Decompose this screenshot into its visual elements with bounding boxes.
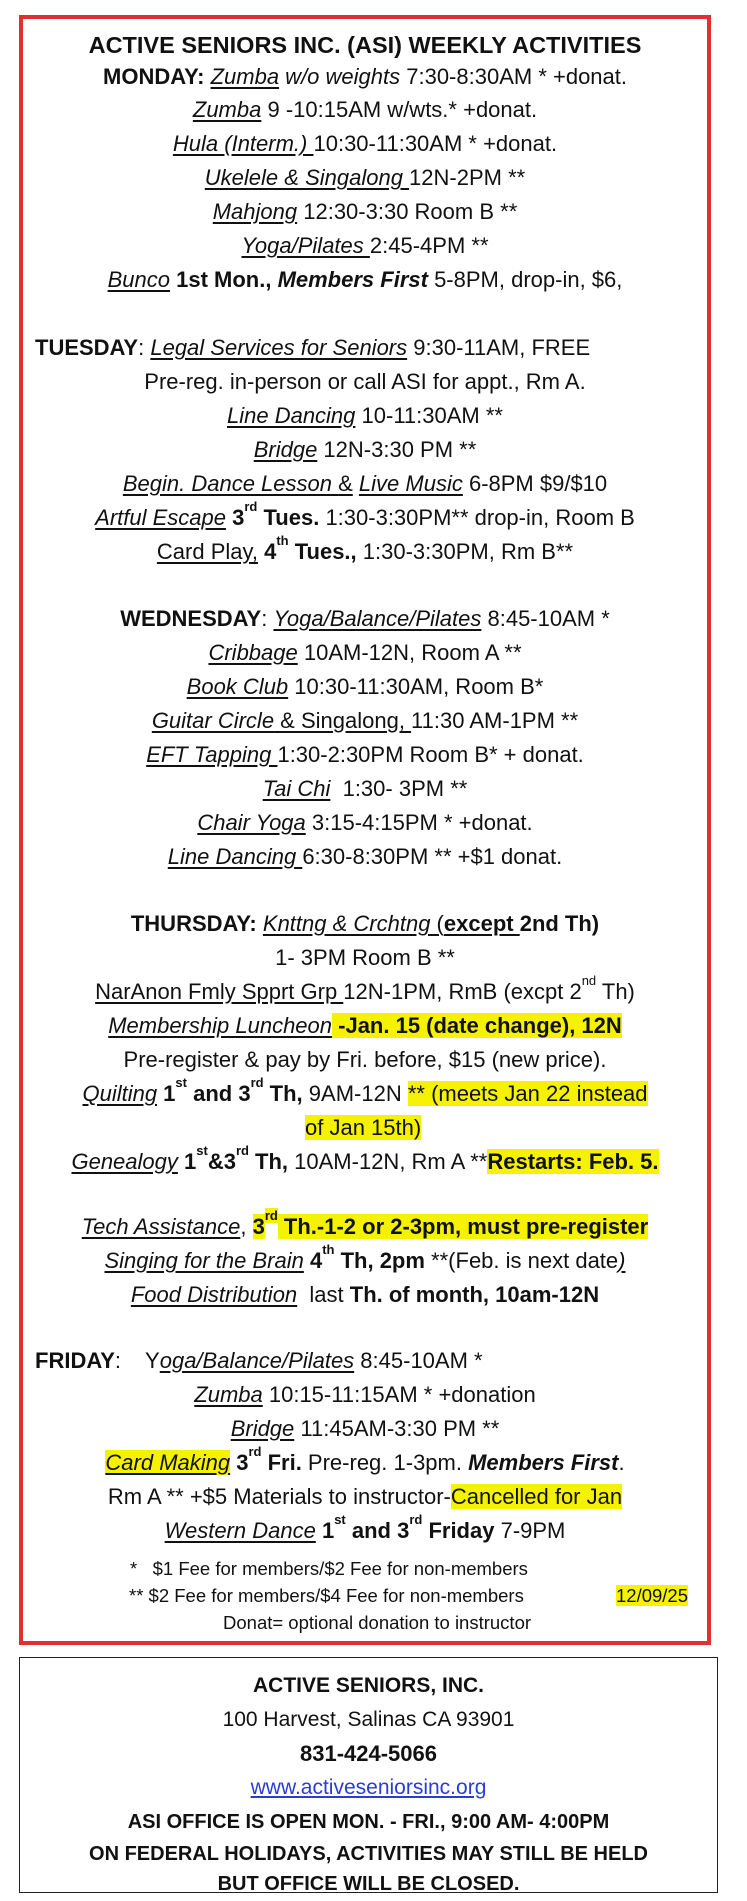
activity-bridge-fri: Bridge xyxy=(230,1416,295,1441)
thursday-line-11: Food Distribution last Th. of month, 10am-12N xyxy=(130,1282,600,1307)
friday-line-1: FRIDAY: Yoga/Balance/Pilates 8:45-10AM * xyxy=(35,1348,483,1373)
monday-line-6: Yoga/Pilates 2:45-4PM ** xyxy=(241,233,489,258)
activity-knitting: Knttng & Crchtng xyxy=(262,911,437,936)
thursday-line-9: Tech Assistance, 3rd Th.-1-2 or 2-3pm, must pre-register xyxy=(81,1208,649,1239)
thursday-line-1: THURSDAY: Knttng & Crchtng (except 2nd Th) xyxy=(130,911,600,936)
tuesday-line-1: TUESDAY: Legal Services for Seniors 9:30-11AM, FREE xyxy=(35,335,591,360)
activity-zumba-weights: Zumba xyxy=(192,97,262,122)
activity-genealogy: Genealogy xyxy=(71,1149,178,1174)
quilting-notice: ** (meets Jan 22 instead xyxy=(407,1081,648,1106)
activity-legal-services: Legal Services for Seniors xyxy=(150,335,408,360)
thursday-line-10: Singing for the Brain 4th Th, 2pm **(Feb. is next date) xyxy=(104,1242,626,1273)
thursday-line-3: NarAnon Fmly Spprt Grp 12N-1PM, RmB (excpt 2nd Th) xyxy=(95,973,635,1004)
friday-line-2: Zumba 10:15-11:15AM * +donation xyxy=(194,1382,536,1407)
friday-line-4: Card Making 3rd Fri. Pre-reg. 1-3pm. Members First. xyxy=(105,1444,625,1475)
office-hours: ASI OFFICE IS OPEN MON. - FRI., 9:00 AM- 4:00PM xyxy=(127,1811,610,1833)
thursday-line-2: 1- 3PM Room B ** xyxy=(275,945,455,970)
holiday-notice-1: ON FEDERAL HOLIDAYS, ACTIVITIES MAY STILL BE HELD xyxy=(89,1843,648,1865)
tuesday-line-4: Bridge 12N-3:30 PM ** xyxy=(253,437,477,462)
activity-artful-escape: Artful Escape xyxy=(95,505,227,530)
activity-cribbage: Cribbage xyxy=(208,640,298,665)
activity-membership-luncheon: Membership Luncheon xyxy=(108,1013,333,1038)
footnote-3: Donat= optional donation to instructor xyxy=(223,1612,532,1633)
activity-hula: Hula (Interm.) xyxy=(172,131,314,156)
schedule-box xyxy=(19,15,711,1645)
address: 100 Harvest, Salinas CA 93901 xyxy=(222,1708,515,1731)
tuesday-line-2: Pre-reg. in-person or call ASI for appt., Rm A. xyxy=(144,369,586,394)
thursday-line-6: Quilting 1st and 3rd Th, 9AM-12N ** (meets Jan 22 instead xyxy=(82,1075,648,1106)
friday-line-3: Bridge 11:45AM-3:30 PM ** xyxy=(230,1416,500,1441)
activity-card-making: Card Making xyxy=(105,1450,231,1475)
wednesday-line-4: Guitar Circle & Singalong, 11:30 AM-1PM ** xyxy=(151,708,579,733)
page-title: ACTIVE SENIORS INC. (ASI) WEEKLY ACTIVITIES xyxy=(88,32,642,58)
wednesday-line-3: Book Club 10:30-11:30AM, Room B* xyxy=(186,674,544,699)
activity-tech-assistance: Tech Assistance xyxy=(81,1214,241,1239)
phone: 831-424-5066 xyxy=(299,1741,437,1766)
wednesday-line-6: Tai Chi 1:30- 3PM ** xyxy=(262,776,468,801)
monday-line-2: Zumba 9 -10:15AM w/wts.* +donat. xyxy=(192,97,538,122)
friday-line-5: Rm A ** +$5 Materials to instructor-Cancelled for Jan xyxy=(107,1484,623,1509)
card-making-notice: Cancelled for Jan xyxy=(450,1484,623,1509)
activity-yoga-pilates: Yoga/Pilates xyxy=(241,233,370,258)
activity-ukelele: Ukelele & Singalong xyxy=(204,165,410,190)
thursday-line-5: Pre-register & pay by Fri. before, $15 (new price). xyxy=(123,1047,607,1072)
activity-eft-tapping: EFT Tapping xyxy=(146,742,278,767)
footnote-2: ** $2 Fee for members/$4 Fee for non-members xyxy=(129,1585,524,1606)
activity-bridge: Bridge xyxy=(253,437,318,462)
activity-chair-yoga: Chair Yoga xyxy=(197,810,306,835)
monday-line-5: Mahjong 12:30-3:30 Room B ** xyxy=(212,199,518,224)
activity-mahjong: Mahjong xyxy=(212,199,298,224)
activity-yoga-balance-fri: oga/Balance/Pilates xyxy=(159,1348,355,1373)
activity-western-dance: Western Dance xyxy=(164,1518,316,1543)
org-name: ACTIVE SENIORS, INC. xyxy=(252,1674,485,1697)
tuesday-label: TUESDAY xyxy=(35,335,139,360)
tuesday-line-7: Card Play, 4th Tues., 1:30-3:30PM, Rm B** xyxy=(156,533,574,564)
activity-card-play: Card Play, xyxy=(156,539,258,564)
thursday-line-8: Genealogy 1st&3rd Th, 10AM-12N, Rm A **Restarts: Feb. 5. xyxy=(71,1143,659,1174)
activity-line-dancing: Line Dancing xyxy=(226,403,356,428)
thursday-line-7: of Jan 15th) xyxy=(305,1115,422,1140)
wednesday-line-8: Line Dancing 6:30-8:30PM ** +$1 donat. xyxy=(167,844,563,869)
tuesday-line-6: Artful Escape 3rd Tues. 1:30-3:30PM** drop-in, Room B xyxy=(95,499,635,530)
wednesday-line-7: Chair Yoga 3:15-4:15PM * +donat. xyxy=(197,810,533,835)
activity-food-distribution: Food Distribution xyxy=(130,1282,298,1307)
genealogy-notice: Restarts: Feb. 5. xyxy=(487,1149,659,1174)
activity-guitar-circle: Guitar Circle xyxy=(151,708,275,733)
activity-quilting: Quilting xyxy=(82,1081,158,1106)
monday-label: MONDAY: xyxy=(103,64,205,89)
activity-line-dancing-wed: Line Dancing xyxy=(167,844,303,869)
activity-zumba: Zumba xyxy=(210,64,280,89)
activity-live-music: Live Music xyxy=(358,471,463,496)
contact-box xyxy=(19,1657,718,1893)
activity-book-club: Book Club xyxy=(186,674,289,699)
tech-notice: Th.-1-2 or 2-3pm, must pre-register xyxy=(277,1214,649,1239)
luncheon-notice: -Jan. 15 (date change), 12N xyxy=(332,1013,622,1038)
footnote-1: * $1 Fee for members/$2 Fee for non-members xyxy=(130,1558,528,1579)
revision-date: 12/09/25 xyxy=(616,1585,689,1606)
wednesday-label: WEDNESDAY xyxy=(120,606,262,631)
activity-bunco: Bunco xyxy=(107,267,170,292)
activity-zumba-fri: Zumba xyxy=(194,1382,263,1407)
friday-line-6: Western Dance 1st and 3rd Friday 7-9PM xyxy=(164,1512,566,1543)
activity-yoga-balance: Yoga/Balance/Pilates xyxy=(273,606,482,631)
monday-line-7: Bunco 1st Mon., Members First 5-8PM, drop-in, $6, xyxy=(107,267,623,292)
tuesday-line-5: Begin. Dance Lesson & Live Music 6-8PM $9/$10 xyxy=(122,471,608,496)
wednesday-line-2: Cribbage 10AM-12N, Room A ** xyxy=(208,640,522,665)
activity-tai-chi: Tai Chi xyxy=(262,776,331,801)
activity-singing-brain: Singing for the Brain xyxy=(104,1248,304,1273)
wednesday-line-5: EFT Tapping 1:30-2:30PM Room B* + donat. xyxy=(146,742,584,767)
thursday-label: THURSDAY: xyxy=(130,911,257,936)
website xyxy=(20,1772,717,1804)
tuesday-line-3: Line Dancing 10-11:30AM ** xyxy=(226,403,503,428)
monday-line-1: MONDAY: Zumba w/o weights 7:30-8:30AM * +donat. xyxy=(103,64,627,89)
monday-line-4: Ukelele & Singalong 12N-2PM ** xyxy=(204,165,526,190)
website-link[interactable]: www.activeseniorsinc.org xyxy=(250,1776,487,1799)
monday-line-3: Hula (Interm.) 10:30-11:30AM * +donat. xyxy=(172,131,558,156)
friday-label: FRIDAY xyxy=(35,1348,115,1373)
activity-dance-lesson: Begin. Dance Lesson xyxy=(122,471,339,496)
thursday-line-4 xyxy=(23,1011,707,1041)
wednesday-line-1: WEDNESDAY: Yoga/Balance/Pilates 8:45-10AM * xyxy=(120,606,610,631)
activity-naranon: NarAnon Fmly Spprt Grp xyxy=(95,979,344,1004)
holiday-notice-2: BUT OFFICE WILL BE CLOSED. xyxy=(217,1873,520,1895)
